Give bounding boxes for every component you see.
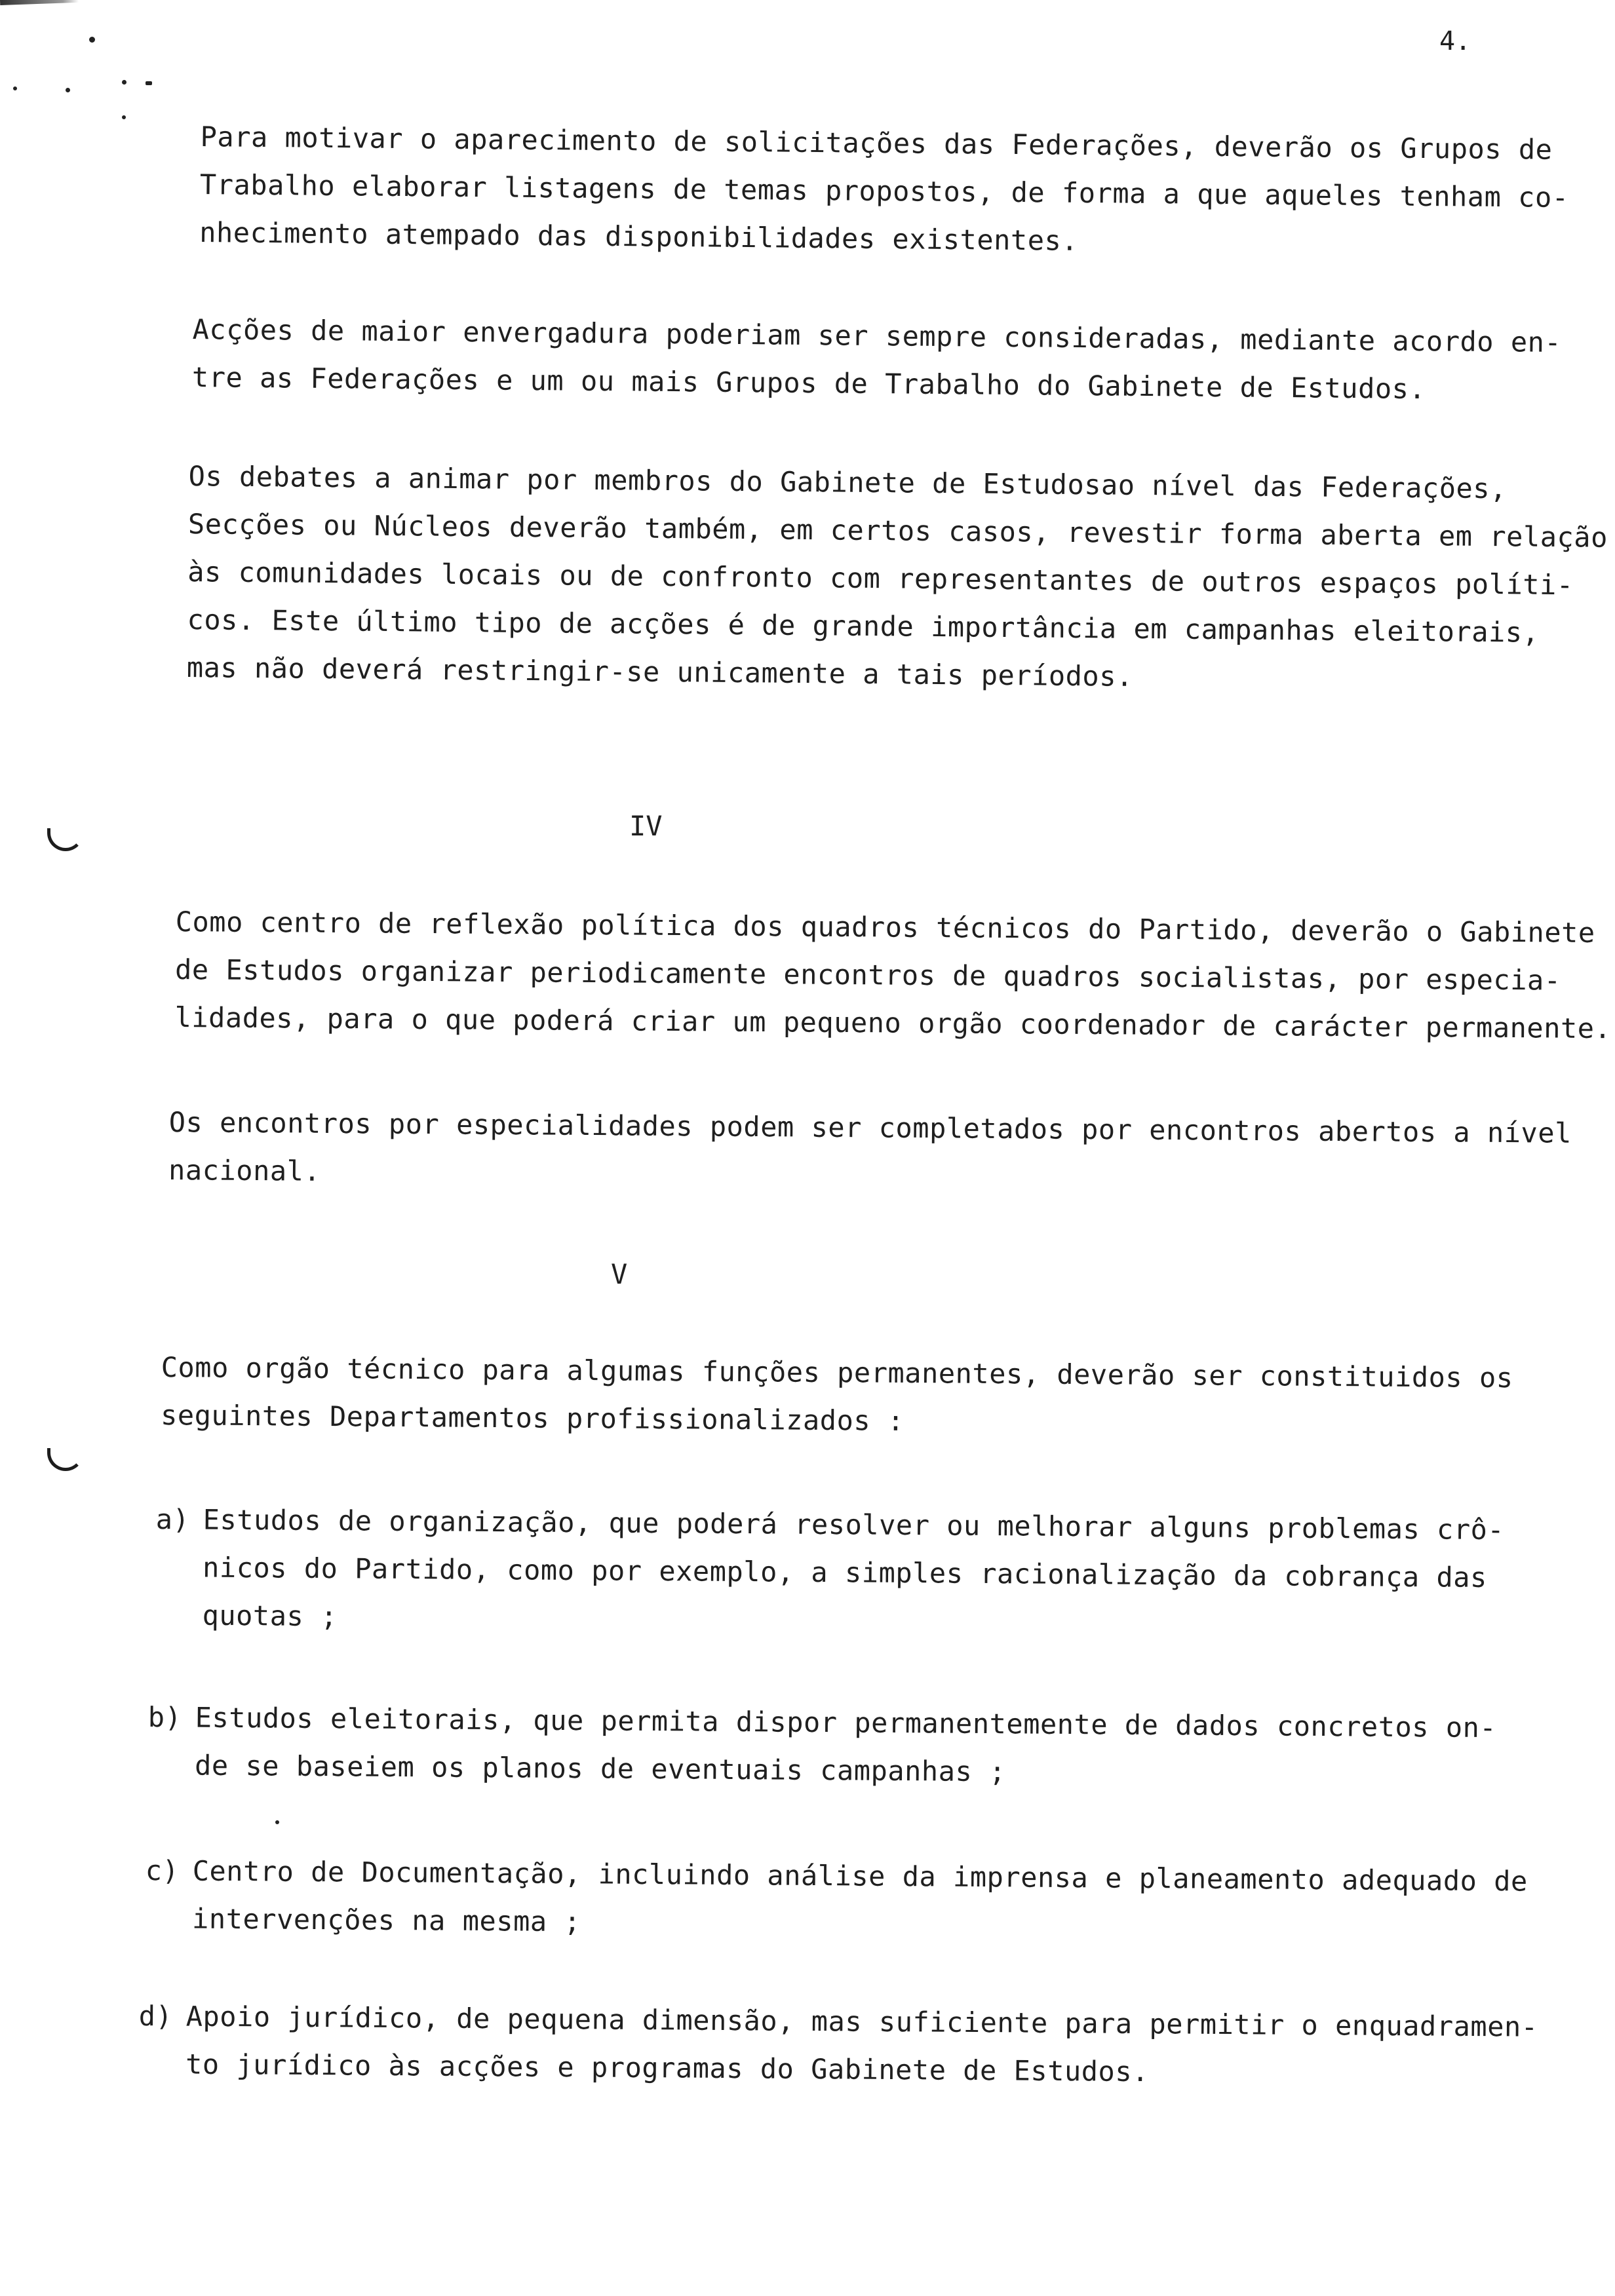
paragraph [161, 1343, 1513, 1449]
scan-artifact-dot [146, 81, 152, 85]
text-line: to jurídico às acções e programas do Gabinete de Estudos. [185, 2048, 1150, 2088]
text-line: cos. Este último tipo de acções é de grande importância em campanhas eleitorais, [187, 603, 1540, 649]
text-line: de se baseiem os planos de eventuais campanhas ; [194, 1749, 1007, 1788]
list-marker: b) [147, 1700, 182, 1734]
paragraph [186, 452, 1608, 705]
text-line: Para motivar o aparecimento de solicitações das Federações, deverão os Grupos de [200, 120, 1553, 166]
text-line: Trabalho elaborar listagens de temas propostos, de forma a que aqueles tenham co- [199, 168, 1569, 214]
scan-artifact-dot [89, 37, 95, 43]
text-line: às comunidades locais ou de confronto com representantes de outros espaços políti- [187, 555, 1574, 602]
page-number: 4. [1439, 26, 1471, 56]
text-line: mas não deverá restringir-se unicamente a tais períodos. [186, 651, 1134, 693]
text-line: Os debates a animar por membros do Gabinete de Estudosao nível das Federações, [188, 459, 1508, 505]
text-line: Secções ou Núcleos deverão também, em certos casos, revestir forma aberta em relação [187, 507, 1608, 554]
scan-artifact-dot [122, 80, 126, 85]
paragraph [199, 113, 1570, 269]
list-item-text [195, 1694, 1497, 1800]
scan-artifact-streak [0, 0, 79, 5]
list-marker: d) [138, 1999, 173, 2033]
section-heading: IV [629, 810, 663, 842]
text-line: nacional. [168, 1153, 321, 1187]
text-line: de Estudos organizar periodicamente encontros de quadros socialistas, por especia- [174, 953, 1561, 997]
margin-mark [47, 1448, 84, 1471]
text-line: lidades, para o que poderá criar um pequeno orgão coordenador de carácter permanente. [174, 1001, 1612, 1045]
text-line: Centro de Documentação, incluindo análise da imprensa e planeamento adequado de [192, 1854, 1528, 1898]
scan-artifact-dot [13, 86, 17, 90]
list-marker: a) [155, 1502, 190, 1536]
list-item-text [185, 1993, 1538, 2099]
text-line: Como centro de reflexão política dos quadros técnicos do Partido, deverão o Gabinete [175, 905, 1595, 949]
text-line: Os encontros por especialidades podem ser completados por encontros abertos a nível [168, 1105, 1572, 1149]
scan-artifact-dot [122, 115, 126, 119]
scan-artifact-dot [66, 88, 70, 92]
paragraph [174, 898, 1612, 1052]
list-marker: c) [145, 1854, 180, 1887]
text-line: nhecimento atempado das disponibilidades existentes. [199, 216, 1079, 257]
paragraph [168, 1098, 1572, 1205]
scan-artifact-dot [275, 1820, 279, 1824]
margin-mark [47, 828, 84, 851]
section-heading: V [611, 1258, 628, 1290]
text-line: intervenções na mesma ; [191, 1902, 581, 1938]
text-line: Estudos eleitorais, que permita dispor permanentemente de dados concretos on- [195, 1701, 1497, 1744]
text-line: Apoio jurídico, de pequena dimensão, mas suficiente para permitir o enquadramen- [185, 2000, 1538, 2043]
list-item-text [202, 1496, 1504, 1650]
text-line: Estudos de organização, que poderá resolver ou melhorar alguns problemas crô- [203, 1503, 1505, 1546]
text-line: tre as Federações e um ou mais Grupos de Trabalho do Gabinete de Estudos. [191, 360, 1426, 406]
text-line: Acções de maior envergadura poderiam ser sempre consideradas, mediante acordo en- [192, 313, 1562, 359]
text-line: Como orgão técnico para algumas funções permanentes, deverão ser constituidos os [161, 1350, 1513, 1394]
list-item-text [192, 1847, 1528, 1953]
text-line: nicos do Partido, como por exemplo, a simples racionalização da cobrança das [202, 1551, 1488, 1594]
paragraph [192, 305, 1562, 414]
text-line: seguintes Departamentos profissionalizados : [160, 1398, 905, 1437]
text-line: quotas ; [202, 1599, 338, 1633]
